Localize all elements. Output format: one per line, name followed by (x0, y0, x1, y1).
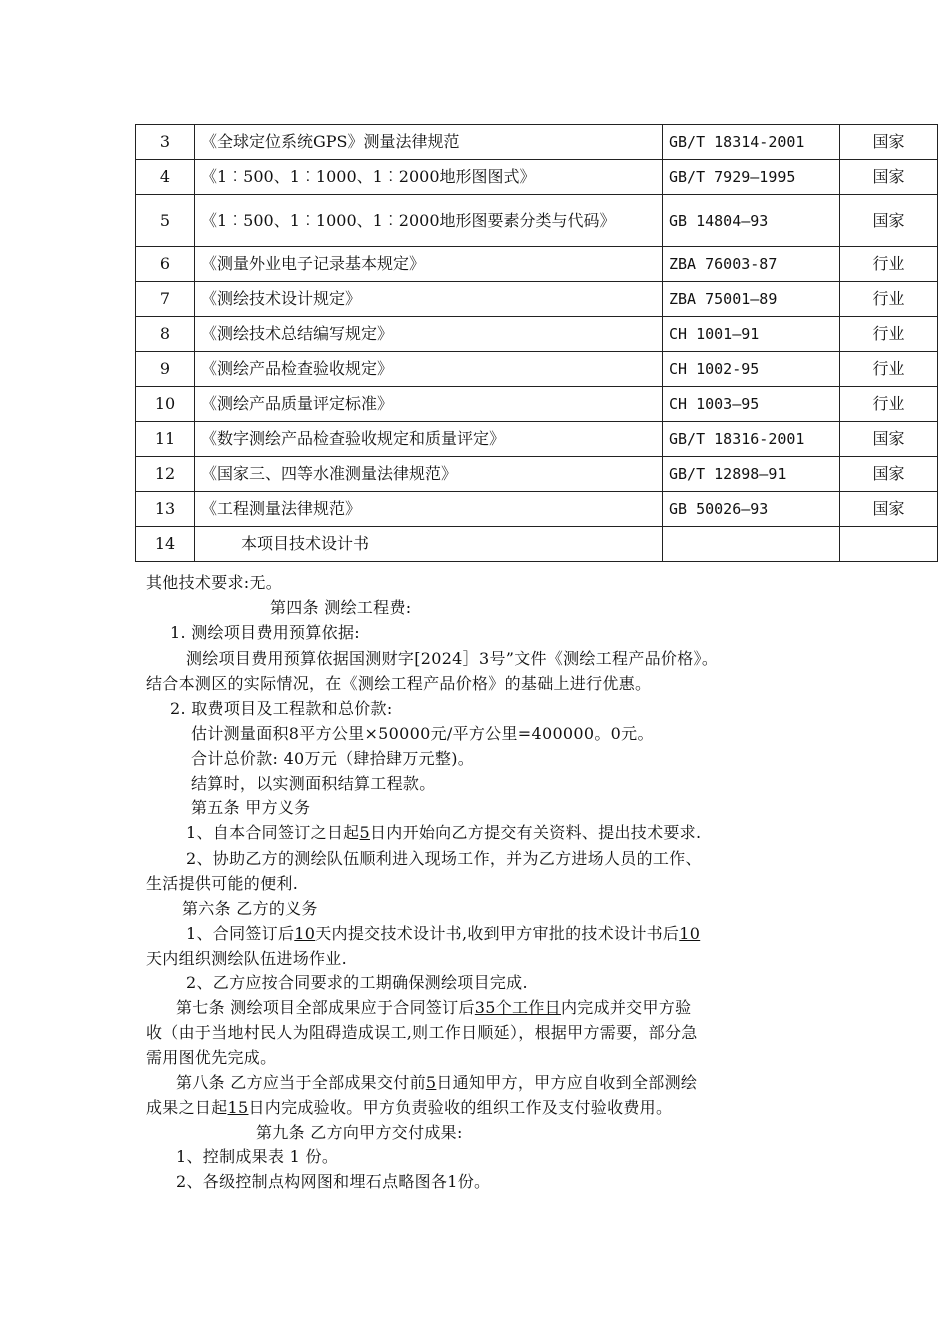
standard-name-cell: 《数字测绘产品检查验收规定和质量评定》 (195, 422, 663, 457)
article-8-line-2 (146, 1097, 672, 1119)
standard-level-cell: 国家 (840, 125, 938, 160)
standard-level-cell: 国家 (840, 457, 938, 492)
article-6-item-1-b: 天内组织测绘队伍进场作业. (146, 949, 347, 968)
standard-code-cell: GB/T 18316-2001 (663, 422, 840, 457)
standard-code-cell (663, 527, 840, 562)
table-row (136, 352, 938, 387)
row-number-cell: 10 (136, 387, 195, 422)
standard-level-cell: 行业 (840, 282, 938, 317)
standard-name-cell: 《测绘产品检查验收规定》 (195, 352, 663, 387)
table-row (136, 527, 938, 562)
article-4-item-2-text-b: 合计总价款: 40万元（肆拾肆万元整)。 (191, 749, 475, 768)
article-4-item-2-text-c: 结算时，以实测面积结算工程款。 (191, 774, 436, 793)
standards-table (135, 124, 938, 562)
standard-level-cell: 国家 (840, 492, 938, 527)
article-4-title: 第四条 测绘工程费: (270, 598, 412, 617)
standard-level-cell: 国家 (840, 195, 938, 247)
standard-code-cell: ZBA 75001—89 (663, 282, 840, 317)
article-5-item-1 (186, 822, 701, 844)
article-9-item-2: 2、各级控制点构网图和埋石点略图各1份。 (176, 1172, 491, 1191)
standard-code-cell: GB/T 7929—1995 (663, 160, 840, 195)
standard-level-cell (840, 527, 938, 562)
table-row (136, 125, 938, 160)
row-number-cell: 4 (136, 160, 195, 195)
article-5-item-1-pre: 1、自本合同签订之日起 (186, 823, 360, 842)
article-7-line-2: 收（由于当地村民人为阻碍造成误工,则工作日顺延），根据甲方需要，部分急 (146, 1023, 698, 1042)
article-8-post: 日通知甲方，甲方应自收到全部测绘 (436, 1073, 698, 1092)
standard-name-cell: 《全球定位系统GPS》测量法律规范 (195, 125, 663, 160)
article-9-item-1: 1、控制成果表 1 份。 (176, 1147, 339, 1166)
article-6-title: 第六条 乙方的义务 (182, 899, 318, 918)
row-number-cell: 9 (136, 352, 195, 387)
article-4-item-2-text-a: 估计测量面积8平方公里×50000元/平方公里=400000。0元。 (191, 724, 654, 743)
row-number-cell: 3 (136, 125, 195, 160)
standard-name-cell: 《工程测量法律规范》 (195, 492, 663, 527)
standard-code-cell: CH 1002-95 (663, 352, 840, 387)
article-4-item-1-text-a: 测绘项目费用预算依据国测财字[2024］3号”文件《测绘工程产品价格》。 (186, 649, 719, 668)
standard-level-cell: 行业 (840, 352, 938, 387)
standard-level-cell: 国家 (840, 422, 938, 457)
table-row (136, 457, 938, 492)
article-8-pre: 第八条 乙方应当于全部成果交付前 (176, 1073, 426, 1092)
standard-level-cell: 行业 (840, 387, 938, 422)
article-6-item-2: 2、乙方应按合同要求的工期确保测绘项目完成. (186, 973, 528, 992)
standard-code-cell: CH 1003—95 (663, 387, 840, 422)
standard-code-cell: ZBA 76003-87 (663, 247, 840, 282)
article-8-days-2: 15 (227, 1098, 249, 1117)
article-7-line-1 (176, 997, 691, 1019)
row-number-cell: 14 (136, 527, 195, 562)
article-5-item-2-a: 2、协助乙方的测绘队伍顺利进入现场工作，并为乙方进场人员的工作、 (186, 849, 702, 868)
table-row (136, 492, 938, 527)
article-6-item-1-mid: 天内提交技术设计书,收到甲方审批的技术设计书后 (315, 924, 680, 943)
row-number-cell: 7 (136, 282, 195, 317)
standard-name-cell: 本项目技术设计书 (195, 527, 663, 562)
standard-name-cell: 《测绘技术总结编写规定》 (195, 317, 663, 352)
row-number-cell: 8 (136, 317, 195, 352)
standard-code-cell: GB 50026—93 (663, 492, 840, 527)
article-5-title: 第五条 甲方义务 (191, 798, 311, 817)
article-8-b-pre: 成果之日起 (146, 1098, 228, 1117)
article-5-item-1-days: 5 (359, 823, 370, 842)
standard-level-cell: 行业 (840, 317, 938, 352)
table-row (136, 247, 938, 282)
standard-name-cell: 《测量外业电子记录基本规定》 (195, 247, 663, 282)
article-7-deadline: 35个工作日 (474, 998, 561, 1017)
standard-code-cell: CH 1001—91 (663, 317, 840, 352)
article-5-item-1-post: 日内开始向乙方提交有关资料、提出技术要求. (369, 823, 702, 842)
standard-level-cell: 行业 (840, 247, 938, 282)
standard-level-cell: 国家 (840, 160, 938, 195)
article-8-line-1 (176, 1072, 697, 1094)
article-6-item-1-pre: 1、合同签订后 (186, 924, 295, 943)
row-number-cell: 5 (136, 195, 195, 247)
standard-code-cell: GB/T 18314-2001 (663, 125, 840, 160)
standard-name-cell: 《1︰500、1︰1000、1︰2000地形图要素分类与代码》 (195, 195, 663, 247)
row-number-cell: 13 (136, 492, 195, 527)
article-6-item-1-days-1: 10 (294, 924, 316, 943)
table-row (136, 387, 938, 422)
table-row (136, 195, 938, 247)
standard-code-cell: GB/T 12898—91 (663, 457, 840, 492)
article-7-pre: 第七条 测绘项目全部成果应于合同签订后 (176, 998, 475, 1017)
article-6-item-1 (186, 923, 700, 945)
article-8-days-1: 5 (425, 1073, 437, 1092)
row-number-cell: 12 (136, 457, 195, 492)
article-5-item-2-b: 生活提供可能的便利. (146, 874, 299, 893)
standard-name-cell: 《测绘技术设计规定》 (195, 282, 663, 317)
article-4-item-1: 1. 测绘项目费用预算依据: (170, 623, 360, 642)
table-row (136, 317, 938, 352)
article-7-post: 内完成并交甲方验 (560, 998, 692, 1017)
article-6-item-1-days-2: 10 (679, 924, 701, 943)
standard-code-cell: GB 14804—93 (663, 195, 840, 247)
standard-name-cell: 《测绘产品质量评定标准》 (195, 387, 663, 422)
row-number-cell: 6 (136, 247, 195, 282)
table-row (136, 422, 938, 457)
article-7-line-3: 需用图优先完成。 (146, 1048, 277, 1067)
row-number-cell: 11 (136, 422, 195, 457)
standard-name-cell: 《1︰500、1︰1000、1︰2000地形图图式》 (195, 160, 663, 195)
table-row (136, 282, 938, 317)
standard-name-cell: 《国家三、四等水准测量法律规范》 (195, 457, 663, 492)
article-8-b-post: 日内完成验收。甲方负责验收的组织工作及支付验收费用。 (248, 1098, 673, 1117)
other-requirements: 其他技术要求:无。 (146, 573, 283, 592)
article-4-item-1-text-b: 结合本测区的实际情况，在《测绘工程产品价格》的基础上进行优惠。 (146, 674, 652, 693)
article-4-item-2: 2. 取费项目及工程款和总价款: (170, 699, 393, 718)
table-row (136, 160, 938, 195)
article-9-title: 第九条 乙方向甲方交付成果: (256, 1123, 463, 1142)
